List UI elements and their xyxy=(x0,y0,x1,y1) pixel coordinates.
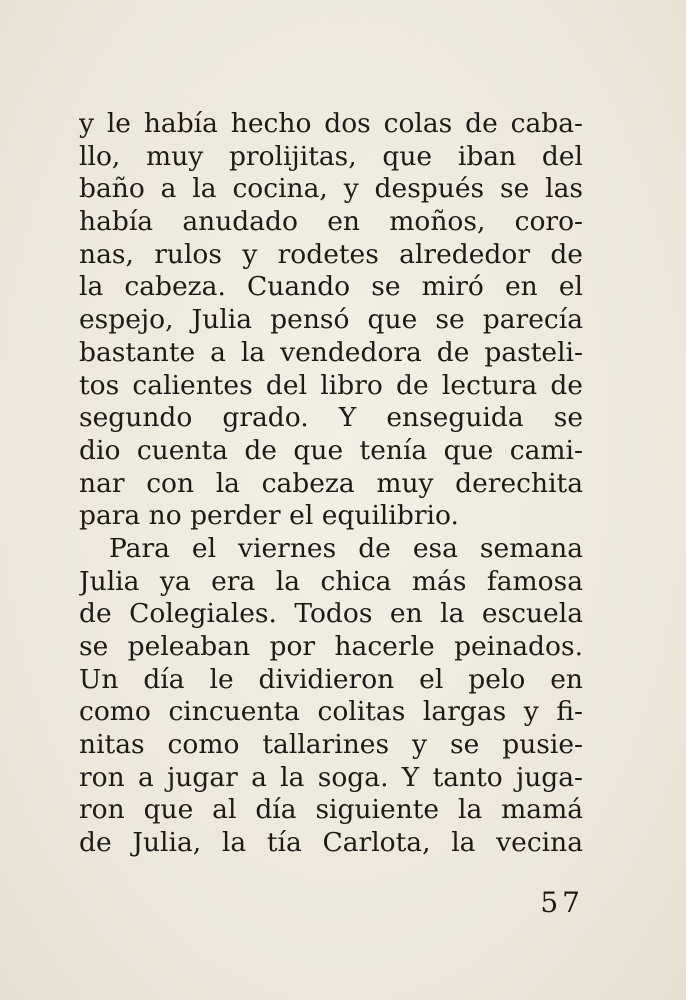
text-line-10: segundo grado. Y enseguida se xyxy=(79,402,583,434)
text-line-4: había anudado en moños, coro- xyxy=(79,206,583,238)
text-line-14: Para el viernes de esa semana xyxy=(109,532,583,564)
text-line-18: Un día le dividieron el pelo en xyxy=(79,663,583,695)
text-line-2: llo, muy prolijitas, que iban del xyxy=(79,140,583,172)
text-line-15: Julia ya era la chica más famosa xyxy=(79,565,583,597)
text-line-17: se peleaban por hacerle peinados. xyxy=(79,631,583,662)
text-line-21: ron a jugar a la soga. Y tanto juga- xyxy=(79,761,583,793)
body-text xyxy=(79,108,583,860)
text-line-3: baño a la cocina, y después se las xyxy=(79,173,583,205)
text-line-5: nas, rulos y rodetes alrededor de xyxy=(79,238,583,270)
text-line-1: y le había hecho dos colas de caba- xyxy=(79,108,583,139)
text-line-8: bastante a la vendedora de pasteli- xyxy=(79,336,583,368)
text-line-7: espejo, Julia pensó que se parecía xyxy=(79,304,583,336)
text-line-16: de Colegiales. Todos en la escuela xyxy=(79,598,583,630)
text-line-12: nar con la cabeza muy derechita xyxy=(79,467,583,499)
text-line-22: ron que al día siguiente la mamá xyxy=(79,794,583,826)
text-line-9: tos calientes del libro de lectura de xyxy=(79,369,583,401)
text-line-11: dio cuenta de que tenía que cami- xyxy=(79,434,583,466)
page-number: 57 xyxy=(540,886,584,919)
text-line-23: de Julia, la tía Carlota, la vecina xyxy=(79,827,583,859)
text-line-19: como cincuenta colitas largas y fi- xyxy=(79,696,583,728)
text-line-20: nitas como tallarines y se pusie- xyxy=(79,729,583,761)
text-line-13: para no perder el equilibrio. xyxy=(79,500,459,532)
text-line-6: la cabeza. Cuando se miró en el xyxy=(79,271,583,303)
